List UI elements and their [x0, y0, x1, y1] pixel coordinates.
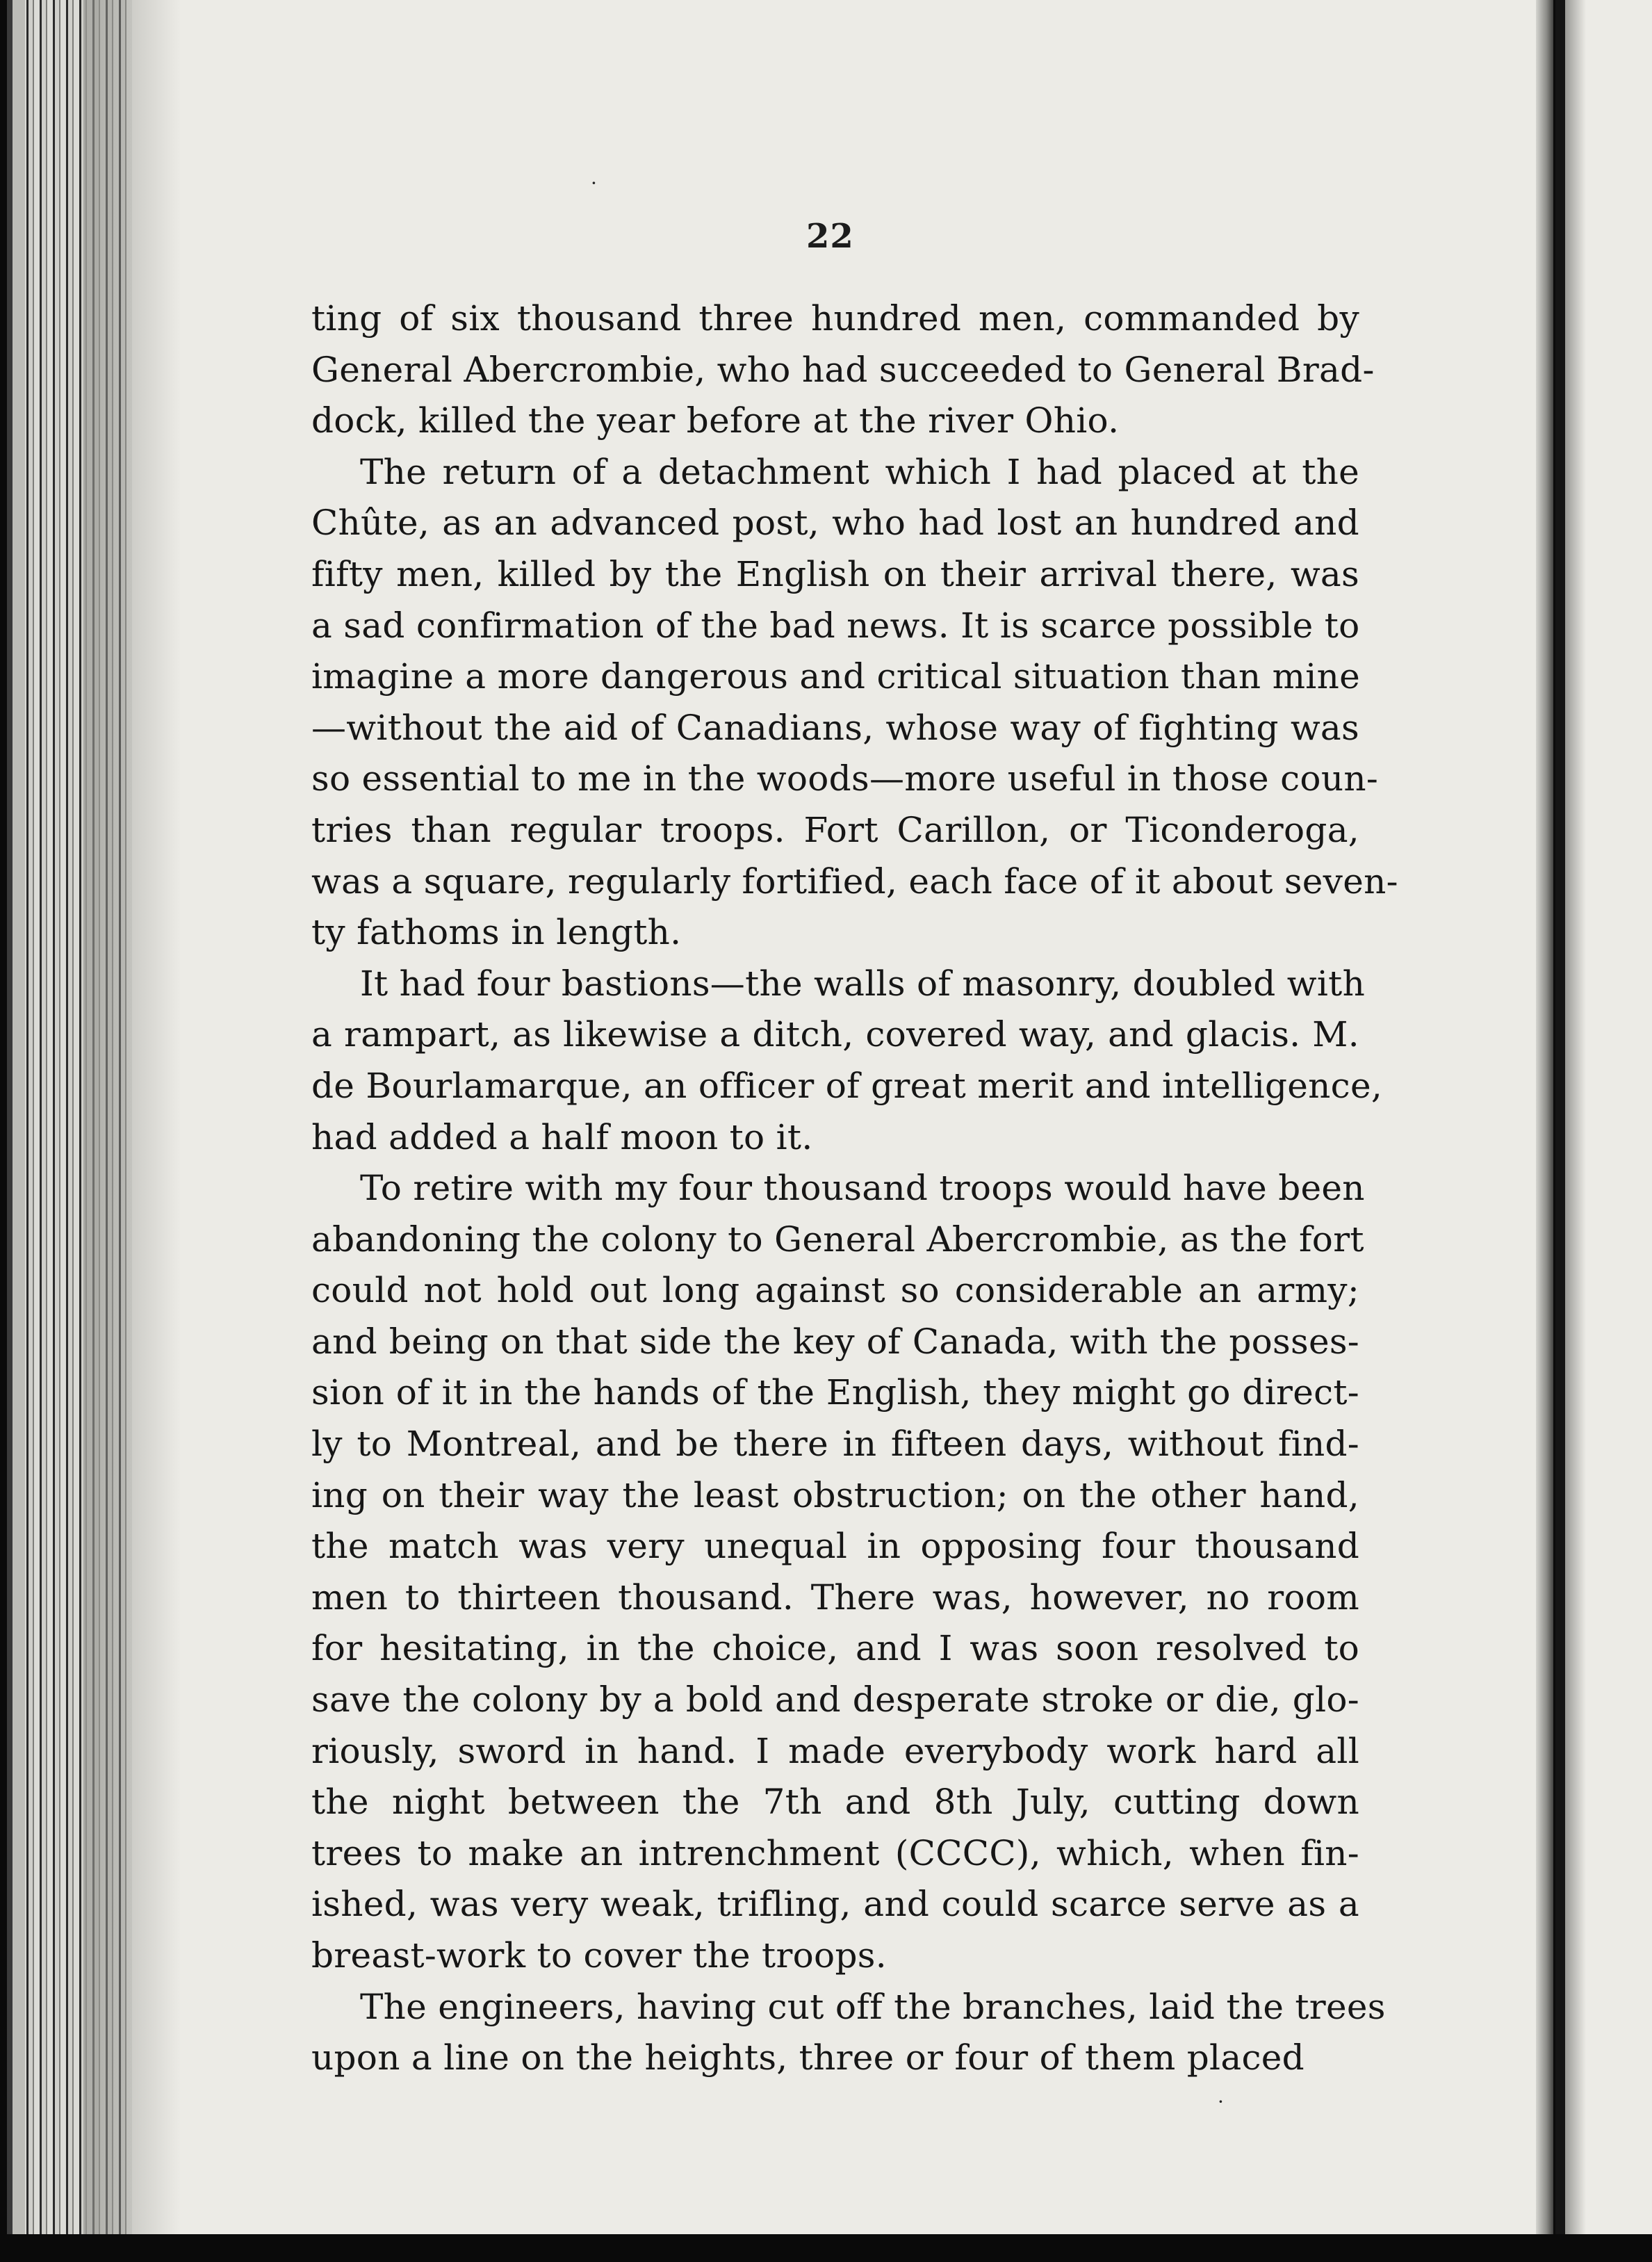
paragraph — [311, 447, 1398, 959]
text-line: To retire with my four thousand troops would have been — [360, 1168, 1365, 1209]
text-line: dock, killed the year before at the river Ohio. — [311, 400, 1120, 441]
text-line: —without the aid of Canadians, whose way of fighting was — [311, 707, 1359, 748]
text-line: fifty men, killed by the English on their arrival there, was — [311, 553, 1359, 594]
print-speck: · — [591, 172, 597, 195]
text-line: the match was very unequal in opposing four thousand — [311, 1526, 1359, 1567]
text-line: tries than regular troops. Fort Carillon, or Ticonderoga, — [311, 809, 1359, 850]
text-line: riously, sword in hand. I made everybody work hard all — [311, 1730, 1359, 1771]
text-line: ly to Montreal, and be there in fifteen days, without find- — [311, 1424, 1359, 1465]
page-body-text — [311, 293, 1398, 2084]
text-line: a sad confirmation of the bad news. It is scarce possible to — [311, 605, 1360, 646]
text-line: was a square, regularly fortified, each face of it about seven- — [311, 861, 1398, 902]
text-line: men to thirteen thousand. There was, however, no room — [311, 1577, 1359, 1618]
text-line: abandoning the colony to General Abercrombie, as the fort — [311, 1219, 1364, 1260]
page-number: 22 — [806, 217, 854, 256]
text-line: had added a half moon to it. — [311, 1116, 813, 1157]
text-line: the night between the 7th and 8th July, cutting down — [311, 1782, 1359, 1823]
text-line: breast-work to cover the troops. — [311, 1935, 887, 1976]
text-line: trees to make an intrenchment (CCCC), which, when fin- — [311, 1832, 1359, 1873]
text-line: upon a line on the heights, three or four of them placed — [311, 2037, 1305, 2078]
binding-edge — [0, 0, 25, 2234]
text-line: ty fathoms in length. — [311, 912, 682, 953]
text-line: ished, was very weak, trifling, and could scarce serve as a — [311, 1884, 1359, 1925]
text-line: de Bourlamarque, an officer of great merit and intelligence, — [311, 1065, 1383, 1106]
paragraph — [311, 293, 1375, 447]
scan-bottom-border — [0, 2234, 1652, 2262]
text-line: so essential to me in the woods—more useful in those coun- — [311, 758, 1379, 799]
paragraph — [311, 959, 1383, 1163]
text-line: ting of six thousand three hundred men, commanded by — [311, 298, 1359, 339]
text-line: a rampart, as likewise a ditch, covered way, and glacis. M. — [311, 1014, 1359, 1055]
text-line: ing on their way the least obstruction; on the other hand, — [311, 1474, 1359, 1515]
text-line: General Abercrombie, who had succeeded to General Brad- — [311, 349, 1375, 390]
text-line: The return of a detachment which I had placed at the — [360, 451, 1359, 492]
gutter-shadow — [83, 0, 181, 2234]
paragraph — [311, 1163, 1365, 1982]
text-line: save the colony by a bold and desperate stroke or die, glo- — [311, 1679, 1359, 1720]
text-line: and being on that side the key of Canada, with the posses- — [311, 1321, 1359, 1362]
next-page-edge — [1555, 0, 1565, 2234]
text-line: imagine a more dangerous and critical situation than mine — [311, 656, 1360, 697]
text-line: for hesitating, in the choice, and I was soon resolved to — [311, 1628, 1359, 1669]
print-speck: · — [1218, 2090, 1224, 2113]
page-fold-shadow — [1536, 0, 1553, 2234]
paragraph — [311, 1982, 1386, 2084]
text-line: could not hold out long against so considerable an army; — [311, 1270, 1359, 1311]
text-line: The engineers, having cut off the branches, laid the trees — [360, 1986, 1386, 2027]
next-page-shadow — [1565, 0, 1586, 2234]
text-line: Chûte, as an advanced post, who had lost an hundred and — [311, 503, 1359, 544]
text-line: It had four bastions—the walls of masonry, doubled with — [360, 963, 1366, 1004]
text-line: sion of it in the hands of the English, they might go direct- — [311, 1372, 1359, 1413]
